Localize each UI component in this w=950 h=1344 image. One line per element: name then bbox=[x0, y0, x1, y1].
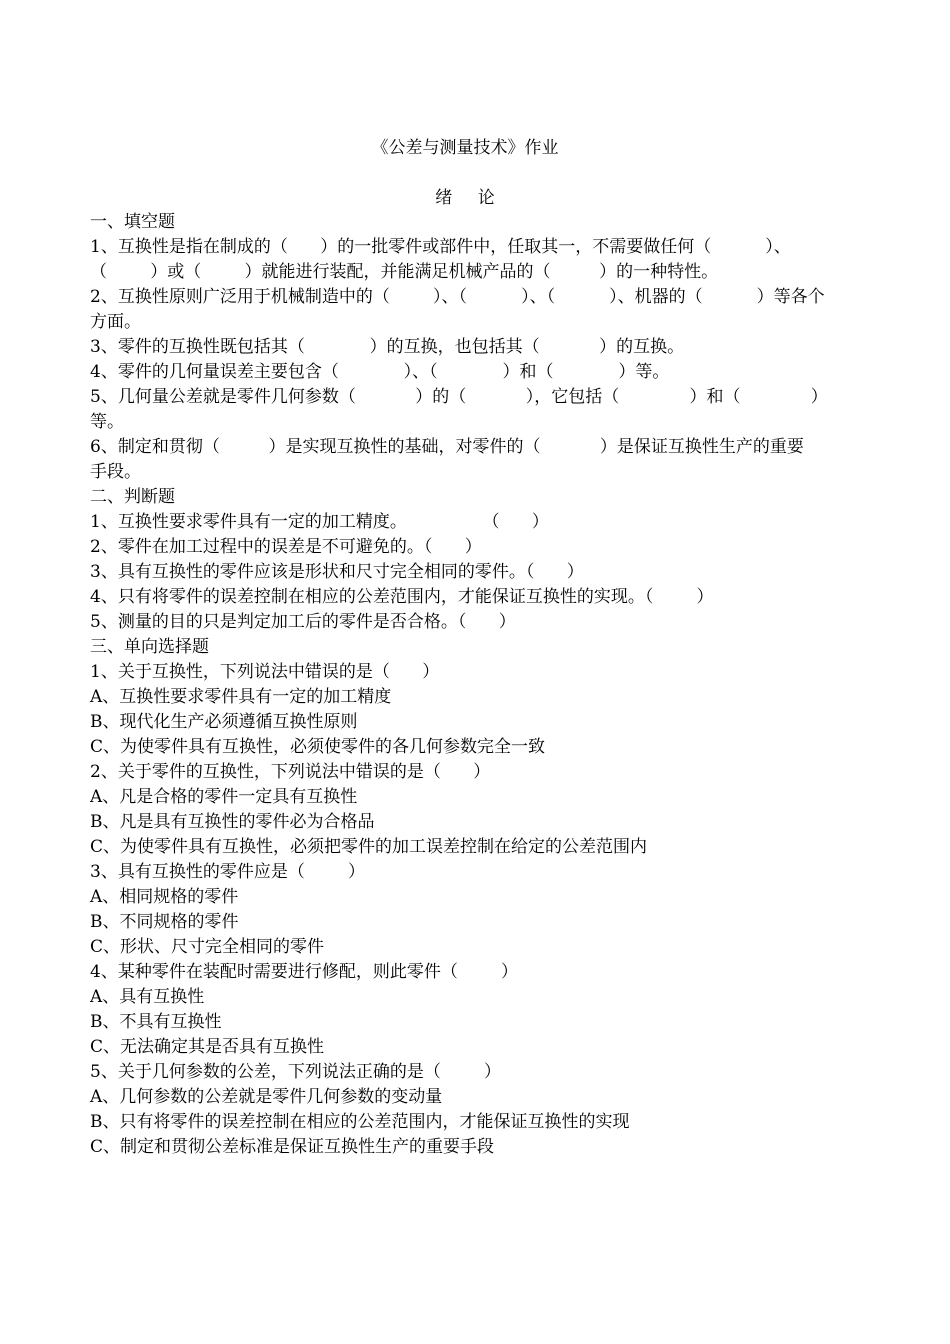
fill-question-1-line-2: （ ）或（ ）就能进行装配，并能满足机械产品的（ ）的一种特性。 bbox=[90, 262, 719, 282]
choice-option: B、不具有互换性 bbox=[90, 1012, 222, 1032]
fill-question-2-line-1: 2、互换性原则广泛用于机械制造中的（ ）、（ ）、（ ）、机器的（ ）等各个 bbox=[90, 287, 825, 307]
choice-question: 2、关于零件的互换性，下列说法中错误的是（ ） bbox=[90, 762, 491, 782]
fill-question-2-line-2: 方面。 bbox=[90, 312, 141, 332]
choice-option: C、为使零件具有互换性，必须使零件的各几何参数完全一致 bbox=[90, 737, 546, 757]
chapter-heading: 绪 论 bbox=[435, 188, 495, 208]
fill-question-4: 4、零件的几何量误差主要包含（ ）、（ ）和（ ）等。 bbox=[90, 362, 670, 382]
document-title: 《公差与测量技术》作业 bbox=[371, 138, 559, 158]
choice-option: C、无法确定其是否具有互换性 bbox=[90, 1037, 325, 1057]
choice-option: B、不同规格的零件 bbox=[90, 912, 239, 932]
section-heading-choice: 三、单向选择题 bbox=[90, 637, 209, 657]
section-heading-fill: 一、填空题 bbox=[90, 212, 175, 232]
choice-option: C、为使零件具有互换性，必须把零件的加工误差控制在给定的公差范围内 bbox=[90, 837, 648, 857]
choice-question: 1、关于互换性，下列说法中错误的是（ ） bbox=[90, 662, 440, 682]
choice-option: C、制定和贯彻公差标准是保证互换性生产的重要手段 bbox=[90, 1137, 495, 1157]
section-heading-judge: 二、判断题 bbox=[90, 487, 175, 507]
choice-option: B、凡是具有互换性的零件必为合格品 bbox=[90, 812, 375, 832]
choice-option: A、互换性要求零件具有一定的加工精度 bbox=[90, 687, 392, 707]
judge-question: 3、具有互换性的零件应该是形状和尺寸完全相同的零件。（ ） bbox=[90, 562, 584, 582]
choice-option: A、相同规格的零件 bbox=[90, 887, 239, 907]
choice-option: A、几何参数的公差就是零件几何参数的变动量 bbox=[90, 1087, 443, 1107]
fill-question-6-line-1: 6、制定和贯彻（ ）是实现互换性的基础，对零件的（ ）是保证互换性生产的重要 bbox=[90, 437, 804, 457]
judge-question: 2、零件在加工过程中的误差是不可避免的。（ ） bbox=[90, 537, 482, 557]
choice-option: C、形状、尺寸完全相同的零件 bbox=[90, 937, 325, 957]
choice-option: A、凡是合格的零件一定具有互换性 bbox=[90, 787, 358, 807]
judge-question: 1、互换性要求零件具有一定的加工精度。 （ ） bbox=[90, 512, 549, 532]
fill-question-5-line-2: 等。 bbox=[90, 412, 124, 432]
fill-question-5-line-1: 5、几何量公差就是零件几何参数（ ）的（ ），它包括（ ）和（ ） bbox=[90, 387, 828, 407]
fill-question-1-line-1: 1、互换性是指在制成的（ ）的一批零件或部件中，任取其一，不需要做任何（ ）、 bbox=[90, 237, 791, 257]
fill-question-3: 3、零件的互换性既包括其（ ）的互换，也包括其（ ）的互换。 bbox=[90, 337, 685, 357]
fill-question-6-line-2: 手段。 bbox=[90, 462, 141, 482]
choice-option: B、只有将零件的误差控制在相应的公差范围内，才能保证互换性的实现 bbox=[90, 1112, 630, 1132]
choice-option: B、现代化生产必须遵循互换性原则 bbox=[90, 712, 358, 732]
judge-question: 5、测量的目的只是判定加工后的零件是否合格。（ ） bbox=[90, 612, 516, 632]
choice-question: 4、某种零件在装配时需要进行修配，则此零件（ ） bbox=[90, 962, 519, 982]
judge-question: 4、只有将零件的误差控制在相应的公差范围内，才能保证互换性的实现。（ ） bbox=[90, 587, 714, 607]
choice-option: A、具有互换性 bbox=[90, 987, 205, 1007]
choice-question: 5、关于几何参数的公差，下列说法正确的是（ ） bbox=[90, 1062, 502, 1082]
document-body bbox=[90, 210, 858, 1160]
choice-question: 3、具有互换性的零件应是（ ） bbox=[90, 862, 366, 882]
